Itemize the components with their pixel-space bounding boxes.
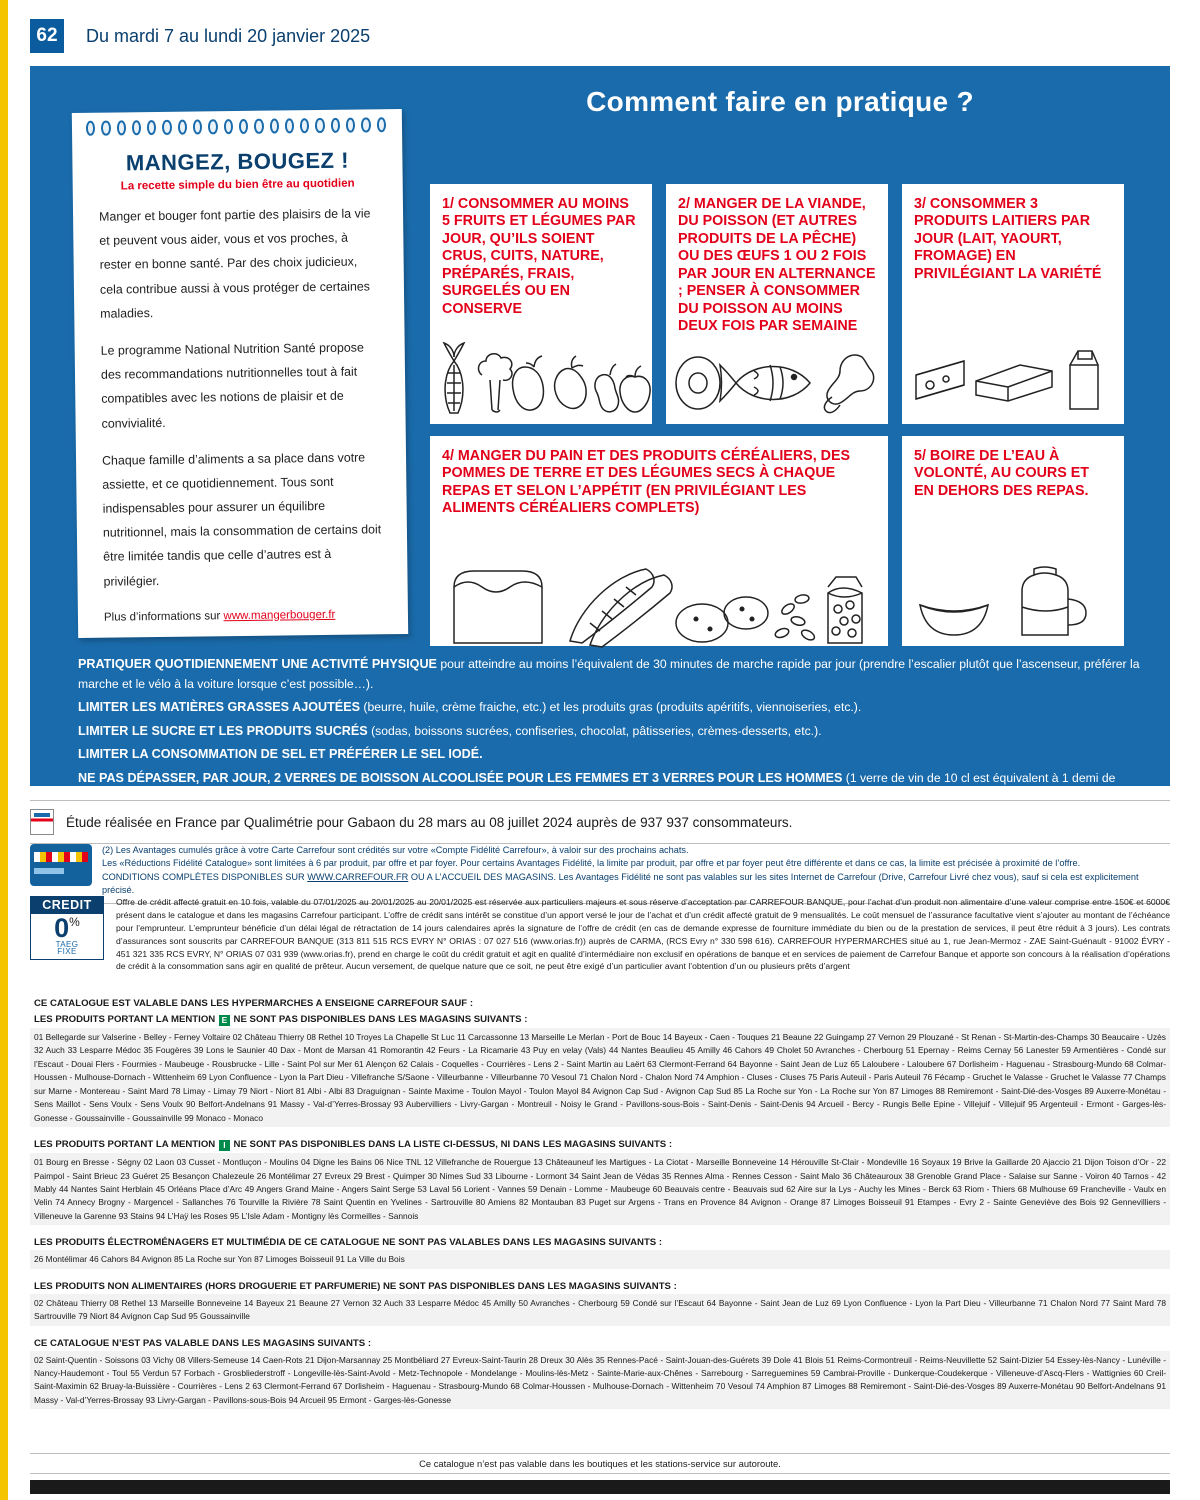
fidelity-text [102,844,1170,897]
section-non-alimentaires [30,1278,1170,1326]
section-mention-i-body: 01 Bourg en Bresse - Ségny 02 Laon 03 Cusset - Montluçon - Moulins 04 Digne les Bains 06 Nice TNL 12 Villefranche de Rouergue 13 Châteauneuf les Martigues - La Ciotat - Marseille Bonneveine 14 Hérouville St-Clair - Mondeville 16 Soyaux 19 Brive la Gaillarde 20 Ajaccio 21 Dijon Toison d’Or - 22 Paimpol - Saint Brieuc 23 Guéret 25 Besançon Chalezeule 26 Montélimar 27 Evreux 29 Brest - Quimper 30 Nimes Sud 33 Libourne - Lormont 34 Saint Jean de Védas 35 Rennes Alma - Rennes Cesson - Saint Malo 36 Châteauroux 38 Grenoble Grand Place - Salaise sur Sanne - Voiron 40 Tarnos - 42 Mably 44 Nantes Saint Herblain 45 Orléans Place d’Arc 49 Angers Grand Maine - Angers Saint Serge 53 Laval 56 Lorient - Vannes 59 Denain - Lomme - Maubeuge 60 Beauvais centre - Beauvais sud 62 Aire sur la Lys - Auchy les Mines - Berck 63 Riom - Thiers 68 Mulhouse 69 Francheville - Vaulx en Velin 74 Annecy Brogny - Margencel - Sallanches 76 Tourville la Rivière 78 Saint Quentin en Yvelines - Sartrouville 80 Amiens 82 Montauban 83 Puget sur Argens - Trans en Provence 84 Avignon - Orange 87 Limoges Boisseuil 91 Etampes - Evry 2 - Sainte Geneviève des Bois 92 Gennevilliers - Villeneuve la Garenne 93 Stains 94 L’Haÿ les Roses 95 L’Isle Adam - Montigny lès Cormeilles - Sannois [30,1153,1170,1225]
bread-potato-legumes-icon [430,547,888,642]
notepad-subtitle: La recette simple du bien être au quotidien [120,177,355,193]
section-hypermarches-body: 01 Bellegarde sur Valserine - Belley - Ferney Voltaire 02 Château Thierry 08 Rethel 10 Troyes La Chapelle St Luc 11 Carcassonne 13 Marseille Le Merlan - Port de Bouc 14 Bayeux - Caen - Touques 21 Beaune 22 Guingamp 27 Vernon 29 Plouzané - St Renan - St-Martin-des-Champs 30 Beaucaire - Uzès 32 Auch 33 Lesparre Médoc 35 Fougères 39 Lons le Saunier 40 Dax - Mont de Marsan 41 Romorantin 42 Feurs - La Ricamarie 43 Puy en velay (Vals) 44 Nantes Beaulieu 45 Amilly 46 Cahors 49 Cholet 50 Avranches - Cherbourg 51 Epernay - Reims Cernay 56 Lanester 59 Armentières - Condé sur l’Escaut - Douai Flers - Fourmies - Maubeuge - Rousbrucke - Lille - Saint Pol sur Mer 61 Alençon 62 Calais - Coquelles - Courrières - Lens 2 - Saint Martin au Laërt 63 Clermont-Ferrand 64 Bayonne - Saint Jean de Luz 65 Laloubere - Laloubere 67 Dorlisheim - Haguenau - Strasbourg-Mundo 68 Colmar-Houssen - Mulhouse-Dornach - Wittenheim 69 Lyon Confluence - Lyon la Part Dieu - Villefranche S/Saone - Villeurbanne - Villeurbanne 70 Vesoul 71 Chalon Nord - Chalon Nord 74 Amphion - Cluses - Cluses 75 Paris Auteuil - Paris Auteuil 76 Fécamp - Gruchet le Valasse - Gruchet le Valasse 77 Champs sur Marne - Montereau - Saint Mard 78 Limay - Limay 79 Niort - Niort 81 Albi - Albi 83 Draguignan - Sainte Maxime - Toulon Mayol - Toulon Mayol 84 Avignon Cap Sud - Avignon Cap Sud 85 La Roche sur Yon - La Roche sur Yon 87 Limoges 88 Remiremont - Saint-Dié-des-Vosges 89 Auxerre-Monétau - Sens Maillot - Sens Voulx - Sens Voulx 90 Belfort-Andelnans 91 Massy - Val-d’Yerres-Brossay 93 Aubervilliers - Livry-Gargan - Montreuil - Noisy le Grand - Pavillons-sous-Bois - Saint-Denis - Saint-Denis 94 Arcueil - Bercy - Rungis Belle Epine - Villejuif - Villejuif 95 Argenteuil - Ermont - Garges-lès-Gonesse - Goussainville - Goussainville 99 Monaco - Monaco [30,1028,1170,1127]
advice-card-5 [902,436,1124,646]
meat-fish-egg-icon [666,325,888,420]
recommendation-item [78,744,1142,765]
section-non-valable-head: CE CATALOGUE N’EST PAS VALABLE DANS LES MAGASINS SUIVANTS : [34,1337,372,1349]
advice-card-3-text: 3/ CONSOMMER 3 PRODUITS LAITIERS PAR JOUR (LAIT, YAOURT, FROMAGE) EN PRIVILÉGIANT LA VARIÉTÉ [914,196,1102,282]
advice-card-5-text: 5/ BOIRE DE L’EAU À VOLONTÉ, AU COURS ET EN DEHORS DES REPAS. [914,448,1090,499]
notepad-body [99,201,386,642]
mention-badge-i: I [219,1140,230,1151]
section-hypermarches-subhead [30,1011,1170,1028]
recommendation-rest: (sodas, boissons sucrées, confiseries, chocolat, pâtisseries, crèmes-desserts, etc.). [367,723,822,738]
section-mention-i-head [30,1136,1170,1153]
advice-card-1 [430,184,652,424]
mention-suffix: NE SONT PAS DISPONIBLES DANS LA LISTE CI-DESSUS, NI DANS LES MAGASINS SUIVANTS : [230,1139,673,1151]
fidelity-line-3-b: OU A L’ACCUEIL DES MAGASINS. Les Avantages Fidélité ne sont pas valables sur les sites Internet de Carrefour (Drive, Carrefour Livré chez vous), sauf si cela est explicitement précisé. [102,871,1139,896]
notepad-paragraph: Le programme National Nutrition Santé propose des recommandations nutritionnelles tout à fait compatibles avec les notions de plaisir et de convivialité. [100,340,364,431]
study-text: Étude réalisée en France par Qualimétrie pour Gabaon du 28 mars au 08 juillet 2024 auprès de 937 937 consommateurs. [66,814,793,830]
notepad-paragraph: Chaque famille d’aliments a sa place dans votre assiette, et ce quotidiennement. Tous sont indispensables pour assurer un équilibre nutritionnel, mais la consommation de certains doit être limitée tandis que celle d’autres est à privilégier. [101,450,382,589]
mention-badge-e: E [219,1015,230,1026]
page-header [0,0,1200,72]
notepad-paragraph: Manger et bouger font partie des plaisirs de la vie et peuvent vous aider, vous et vos proches, à rester en bonne santé. Par des choix judicieux, cela contribue aussi à vous protéger de certaines maladies. [98,206,371,321]
section-hypermarches [30,995,1170,1127]
credit-legal-text: Offre de crédit affecté gratuit en 10 fois, valable du 07/01/2025 au 20/01/2025 au 20/01/2025 est réservée aux particuliers majeurs et sous réserve d’acceptation par CARREFOUR BANQUE, pour l’achat d’un produit non alimentaire d’une valeur comprise entre 150€ et 6000€ présent dans le catalogue et dans les magasins Carrefour participant. L’offre de crédit sans intérêt se constitue d’un apport versé le jour de l’achat et d’un crédit affecté gratuit de 9 mensualités. Le coût mensuel de l’assurance facultative vient s’ajouter au montant de l’échéance pour l’emprunteur. L’emprunteur bénéficie d’un délai légal de rétractation de 14 jours calendaires après la signature de l’offre de crédit (en cas de demande expresse de fourniture immédiate du bien ou de la prestation de services, il peut être réduit à 3 jours). Les contrats d’assurances sont souscrits par CARREFOUR BANQUE (313 811 515 RCS EVRY N° ORIAS : 07 027 516 (www.orias.fr)) auprès de CARMA, (RCS Evry n° 330 598 616). CARREFOUR HYPERMARCHES situé au 1, rue Jean-Mermoz - ZAE Saint-Guénault - 91002 ÉVRY - 451 321 335 RCS EVRY, N° ORIAS 07 031 939 (www.orias.fr), prend en charge le coût du crédit gratuit et agit en qualité d’intermédiaire non exclusif en opérations de banque et en services de paiement de Carrefour Banque et apporte son concours à la réalisation d’opérations de crédit à la consommation sans agir en qualité de prêteur. Aucun versement, de quelque nature que ce soit, ne peut être exigé d’un particulier avant l’obtention d’un ou plusieurs prêts d’argent [116,897,1170,972]
section-hypermarches-head: CE CATALOGUE EST VALABLE DANS LES HYPERMARCHES A ENSEIGNE CARREFOUR SAUF : [34,998,474,1009]
recommendation-item [78,721,1142,742]
credit-badge [30,896,104,973]
page-edge-stripe [0,0,8,1500]
credit-rate-value: 0 [54,913,70,943]
recommendation-rest: (beurre, huile, crème fraiche, etc.) et les produits gras (produits apéritifs, viennoiseries, etc.). [360,700,862,715]
mangerbouger-link[interactable]: www.mangerbouger.fr [223,608,336,623]
section-non-valable-body: 02 Saint-Quentin - Soissons 03 Vichy 08 Villers-Semeuse 14 Caen-Rots 21 Dijon-Marsannay 25 Montbéliard 27 Evreux-Saint-Taurin 28 Dreux 30 Alès 35 Rennes-Pacé - Saint-Jouan-des-Guérets 39 Dole 41 Blois 51 Reims-Cormontreuil - Reims-Neuvillette 52 Saint-Dizier 54 Essey-lès-Nancy - Lunéville - Nancy-Haudemont - Toul 55 Verdun 57 Forbach - Grosbliederstroff - Longeville-lès-Saint-Avold - Metz-Technopole - Mondelange - Moulins-lès-Metz - Sainte-Marie-aux-Chênes - Sarrebourg - Sarreguemines 59 Cambrai-Proville - Dunkerque-Coudekerque - Villeneuve-d’Ascq-Flers - Wattignies 60 Creil-Saint-Maximin 62 Bruay-la-Buissière - Courrières - Lens 2 63 Clermont-Ferrand 67 Dorlisheim - Haguenau - Strasbourg-Mundo 68 Colmar-Houssen - Mulhouse-Dornach - Wittenheim 70 Vesoul 74 Amphion 87 Limoges 88 Remiremont - Saint-Dié-des-Vosges 89 Auxerre-Monétau 90 Belfort-Andelnans 91 Massy - Val-d’Yerres-Brossay 93 Livry-Gargan - Pavillons-sous-Bois 94 Arcueil 95 Ermont - Garges-lès-Gonesse [30,1351,1170,1410]
recommendation-item [78,654,1142,694]
dairy-icon [902,325,1124,420]
nutrition-panel [30,66,1170,805]
mention-prefix: LES PRODUITS PORTANT LA MENTION [34,1139,218,1151]
survey-icon [30,809,54,835]
fruits-vegetables-icon [430,325,652,420]
recommendation-bold: NE PAS DÉPASSER, PAR JOUR, 2 VERRES DE BOISSON ALCOOLISÉE POUR LES FEMMES ET 3 VERRES POUR LES HOMMES [78,770,843,785]
more-info-label: Plus d’informations sur [103,610,224,624]
recommendation-bold: LIMITER LE SUCRE ET LES PRODUITS SUCRÉS [78,723,368,738]
footer-bar [30,1480,1170,1494]
water-jug-bowl-icon [902,547,1124,642]
advice-card-1-text: 1/ CONSOMMER AU MOINS 5 FRUITS ET LÉGUMES PAR JOUR, QU’ILS SOIENT CRUS, CUITS, NATURE, PRÉPARÉS, FRAIS, SURGELÉS OU EN CONSERVE [442,196,636,317]
recommendation-item [78,697,1142,718]
section-electromenager-head: LES PRODUITS ÉLECTROMÉNAGERS ET MULTIMÉDIA DE CE CATALOGUE NE SONT PAS VALABLES DANS LES MAGASINS SUIVANTS : [34,1237,663,1249]
recommendation-bold: LIMITER LES MATIÈRES GRASSES AJOUTÉES [78,700,360,715]
mention-suffix: NE SONT PAS DISPONIBLES DANS LES MAGASINS SUIVANTS : [230,1014,528,1025]
footer-note: Ce catalogue n’est pas valable dans les boutiques et les stations-service sur autoroute. [30,1453,1170,1474]
section-non-alimentaires-body: 02 Château Thierry 08 Rethel 13 Marseille Bonneveine 14 Bayeux 21 Beaune 27 Vernon 32 Auch 33 Lesparre Médoc 45 Amilly 50 Avranches - Cherbourg 59 Condé sur l’Escaut 64 Bayonne - Saint Jean de Luz 69 Lyon Confluence - Lyon la Part Dieu - Villeurbanne 71 Chalon Nord 77 Saint Mard 78 Sartrouville 79 Niort 84 Avignon Cap Sud 95 Goussainville [30,1294,1170,1326]
advice-card-2 [666,184,888,424]
credit-badge-label: CREDIT [30,896,104,914]
notepad-card [72,109,408,638]
advice-card-2-text: 2/ MANGER DE LA VIANDE, DU POISSON (ET AUTRES PRODUITS DE LA PÊCHE) OU DES ŒUFS 1 OU 2 FOIS PAR JOUR EN ALTERNANCE ; PENSER À CONSOMMER DU POISSON AU MOINS DEUX FOIS PAR SEMAINE [678,196,876,335]
carrefour-site-link[interactable]: WWW.CARREFOUR.FR [307,871,409,882]
credit-taeg-label: TAEG [55,940,79,949]
advice-card-4 [430,436,888,646]
fidelity-line-3-a: CONDITIONS COMPLÈTES DISPONIBLES SUR [102,871,308,882]
study-disclaimer [30,800,1170,844]
section-electromenager-body: 26 Montélimar 46 Cahors 84 Avignon 85 La Roche sur Yon 87 Limoges Boisseuil 91 La Ville du Bois [30,1250,1170,1268]
credit-fixe-label: FIXE [57,947,77,956]
section-non-valable [30,1335,1170,1410]
catalog-date-range: Du mardi 7 au lundi 20 janvier 2025 [86,25,371,46]
advice-card-3 [902,184,1124,424]
loyalty-card-icon [30,844,92,886]
advice-card-4-text: 4/ MANGER DU PAIN ET DES PRODUITS CÉRÉALIERS, DES POMMES DE TERRE ET DES LÉGUMES SECS À CHAQUE REPAS ET SELON L’APPÉTIT (EN PRIVILÉGIANT LES ALIMENTS CÉRÉALIERS COMPLETS) [442,448,851,517]
mention-prefix: LES PRODUITS PORTANT LA MENTION [34,1014,218,1025]
notepad-title: MANGEZ, BOUGEZ ! [125,147,350,176]
store-exclusions [30,995,1170,1418]
credit-rate-percent: % [69,915,80,929]
section-electromenager [30,1234,1170,1268]
fidelity-line-3 [102,871,1170,898]
recommendations-list [78,654,1142,811]
panel-title: Comment faire en pratique ? [586,86,974,117]
fidelity-line-2: Les «Réductions Fidélité Catalogue» sont limitées à 6 par produit, par offre et par foyer. Pour certains Avantages Fidélité, la limite par produit, par offre et par foyer peut être différente et dans ce cas, la limite est précisée à proximité de l’offre. [102,858,1081,869]
credit-badge-rate [30,914,104,960]
recommendation-rest: (1 verre de vin de 10 cl est équivalent à 1 demi de bière ou à 1 verre de 6 cl d’une boisson titrant 20 degrés, de type porto, ou de 3 cl d’une boisson titrant 40 à 45 degrés d’alcool, de type whisky ou pastis). [78,770,1116,805]
page-number: 62 [30,19,64,53]
fidelity-line-1: (2) Les Avantages cumulés grâce à votre Carte Carrefour sont crédités sur votre «Compte Fidélité Carrefour», à valoir sur des prochains achats. [102,845,689,855]
recommendation-bold: LIMITER LA CONSOMMATION DE SEL ET PRÉFÉRER LE SEL IODÉ. [78,747,483,762]
recommendation-rest: pour atteindre au moins l’équivalent de 30 minutes de marche rapide par jour (prendre l’escalier plutôt que l’ascenseur, préférer la marche et le vélo à la voiture lorsque c’est possible…). [78,657,1140,691]
recommendation-bold: PRATIQUER QUOTIDIENNEMENT UNE ACTIVITÉ PHYSIQUE [78,657,437,671]
section-non-alimentaires-head: LES PRODUITS NON ALIMENTAIRES (HORS DROGUERIE ET PARFUMERIE) NE SONT PAS DISPONIBLES DANS LES MAGASINS SUIVANTS : [34,1280,677,1292]
section-mention-i [30,1136,1170,1225]
spiral-binding-icon [86,117,386,137]
credit-offer-block [30,896,1170,973]
